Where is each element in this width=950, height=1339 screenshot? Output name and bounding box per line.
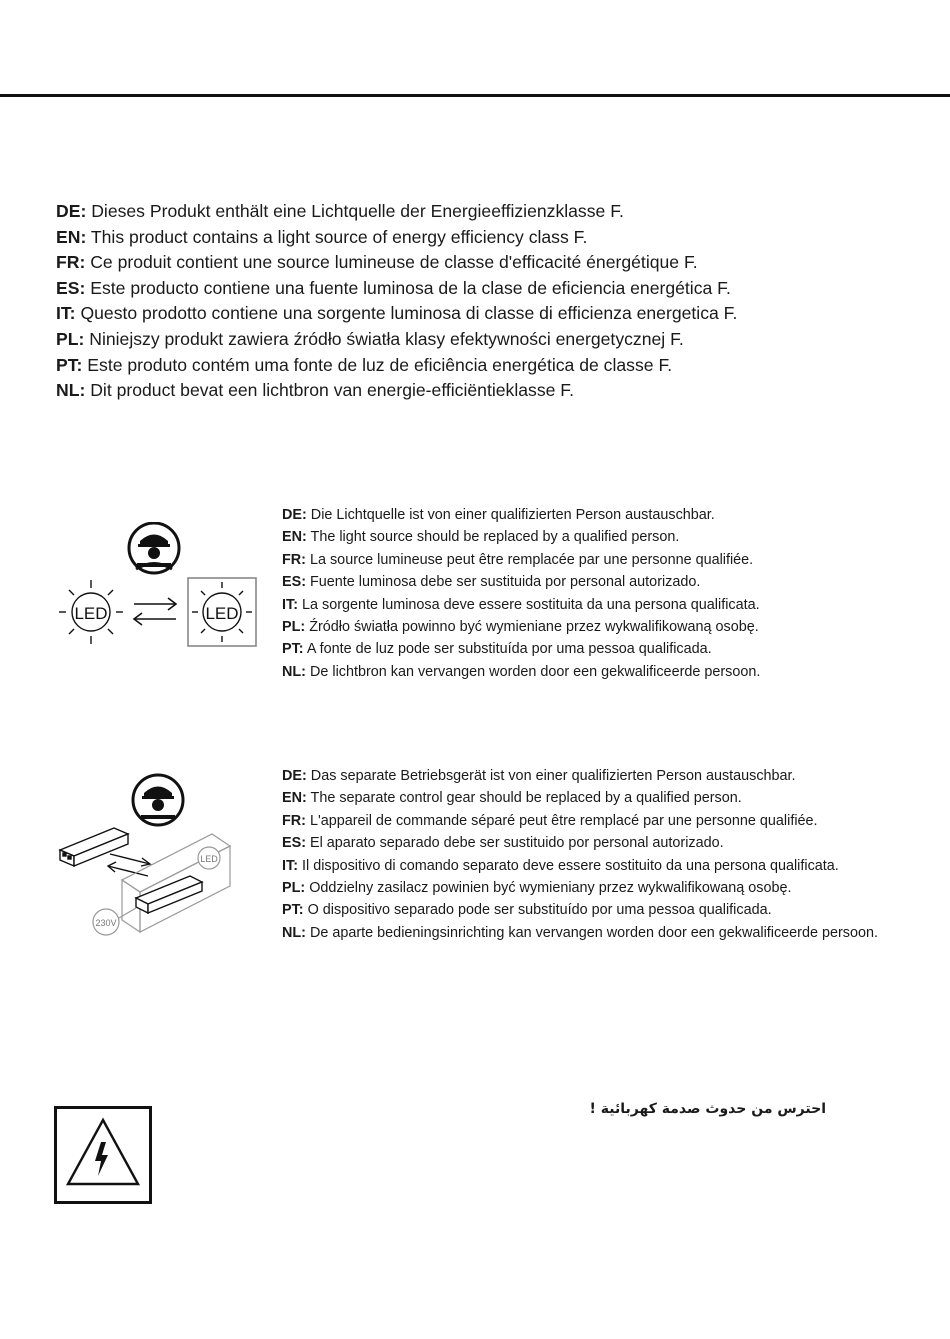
lamp-line-de: DE: Die Lichtquelle ist von einer qualifizierten Person austauschbar. bbox=[282, 507, 715, 523]
lamp-line-it: IT: La sorgente luminosa deve essere sostituita da una persona qualificata. bbox=[282, 596, 760, 613]
gear-line-es: ES: El aparato separado debe ser sustituido por personal autorizado. bbox=[282, 835, 724, 852]
gear-line-de: DE: Das separate Betriebsgerät ist von einer qualifizierten Person austauschbar. bbox=[282, 768, 796, 784]
technician-icon bbox=[129, 523, 179, 573]
control-gear-replacement-text bbox=[282, 765, 922, 944]
energy-line-it: IT: Questo prodotto contiene una sorgente luminosa di classe di efficienza energetica F. bbox=[56, 303, 738, 324]
svg-text:LED: LED bbox=[200, 854, 218, 864]
energy-line-es: ES: Este producto contiene una fuente luminosa de la clase de eficiencia energética F. bbox=[56, 277, 731, 298]
led-bulb-boxed-icon bbox=[188, 578, 256, 646]
energy-line-pl: PL: Niniejszy produkt zawiera źródło światła klasy efektywności energetycznej F. bbox=[56, 328, 684, 349]
energy-efficiency-statement bbox=[56, 199, 936, 404]
gear-line-fr: FR: L'appareil de commande séparé peut être remplacé par une personne qualifiée. bbox=[282, 812, 818, 829]
gear-line-en: EN: The separate control gear should be replaced by a qualified person. bbox=[282, 790, 742, 807]
power-supply-icon bbox=[93, 908, 136, 935]
gear-line-it: IT: Il dispositivo di comando separato deve essere sostituito da una persona qualificata. bbox=[282, 857, 839, 874]
driver-unit-inside-icon bbox=[136, 876, 202, 913]
lamp-line-nl: NL: De lichtbron kan vervangen worden door een gekwalificeerde persoon. bbox=[282, 663, 761, 680]
lamp-line-pl: PL: Źródło światła powinno być wymieniane przez wykwalifikowaną osobę. bbox=[282, 619, 759, 636]
led-bulb-icon bbox=[59, 580, 123, 644]
lamp-line-pt: PT: A fonte de luz pode ser substituída por uma pessoa qualificada. bbox=[282, 641, 712, 658]
light-source-replacement-text bbox=[282, 504, 922, 683]
driver-unit-icon bbox=[60, 828, 128, 866]
energy-line-pt: PT: Este produto contém uma fonte de luz de eficiência energética de classe F. bbox=[56, 354, 673, 375]
control-gear-replacement-by-technician-icon bbox=[52, 772, 242, 944]
energy-line-fr: FR: Ce produit contient une source lumineuse de classe d'efficacité énergétique F. bbox=[56, 252, 698, 273]
svg-text:LED: LED bbox=[205, 604, 239, 623]
gear-line-nl: NL: De aparte bedieningsinrichting kan vervangen worden door een gekwalificeerde persoon. bbox=[282, 924, 878, 941]
led-icon bbox=[198, 847, 220, 869]
lamp-line-en: EN: The light source should be replaced by a qualified person. bbox=[282, 529, 680, 546]
energy-line-nl: NL: Dit product bevat een lichtbron van energie-efficiëntieklasse F. bbox=[56, 380, 574, 401]
svg-text:LED: LED bbox=[74, 604, 108, 623]
exchange-arrows-icon bbox=[134, 598, 176, 625]
electric-shock-warning-icon bbox=[54, 1106, 152, 1204]
lamp-line-es: ES: Fuente luminosa debe ser sustituida por personal autorizado. bbox=[282, 574, 701, 591]
gear-line-pt: PT: O dispositivo separado pode ser substituído por uma pessoa qualificada. bbox=[282, 902, 772, 919]
arabic-shock-warning: احترس من حدوث صدمة كهربائية ! bbox=[589, 1101, 826, 1117]
svg-text:230V: 230V bbox=[95, 918, 117, 928]
exchange-arrows-icon bbox=[108, 854, 150, 876]
lamp-line-fr: FR: La source lumineuse peut être remplacée par une personne qualifiée. bbox=[282, 551, 754, 568]
technician-icon bbox=[133, 775, 183, 825]
top-divider bbox=[0, 94, 950, 97]
energy-line-de: DE: Dieses Produkt enthält eine Lichtquelle der Energieeffizienzklasse F. bbox=[56, 201, 624, 221]
energy-line-en: EN: This product contains a light source of energy efficiency class F. bbox=[56, 226, 588, 247]
led-replacement-by-technician-icon bbox=[52, 522, 262, 652]
gear-line-pl: PL: Oddzielny zasilacz powinien być wymieniany przez wykwalifikowaną osobę. bbox=[282, 880, 792, 897]
